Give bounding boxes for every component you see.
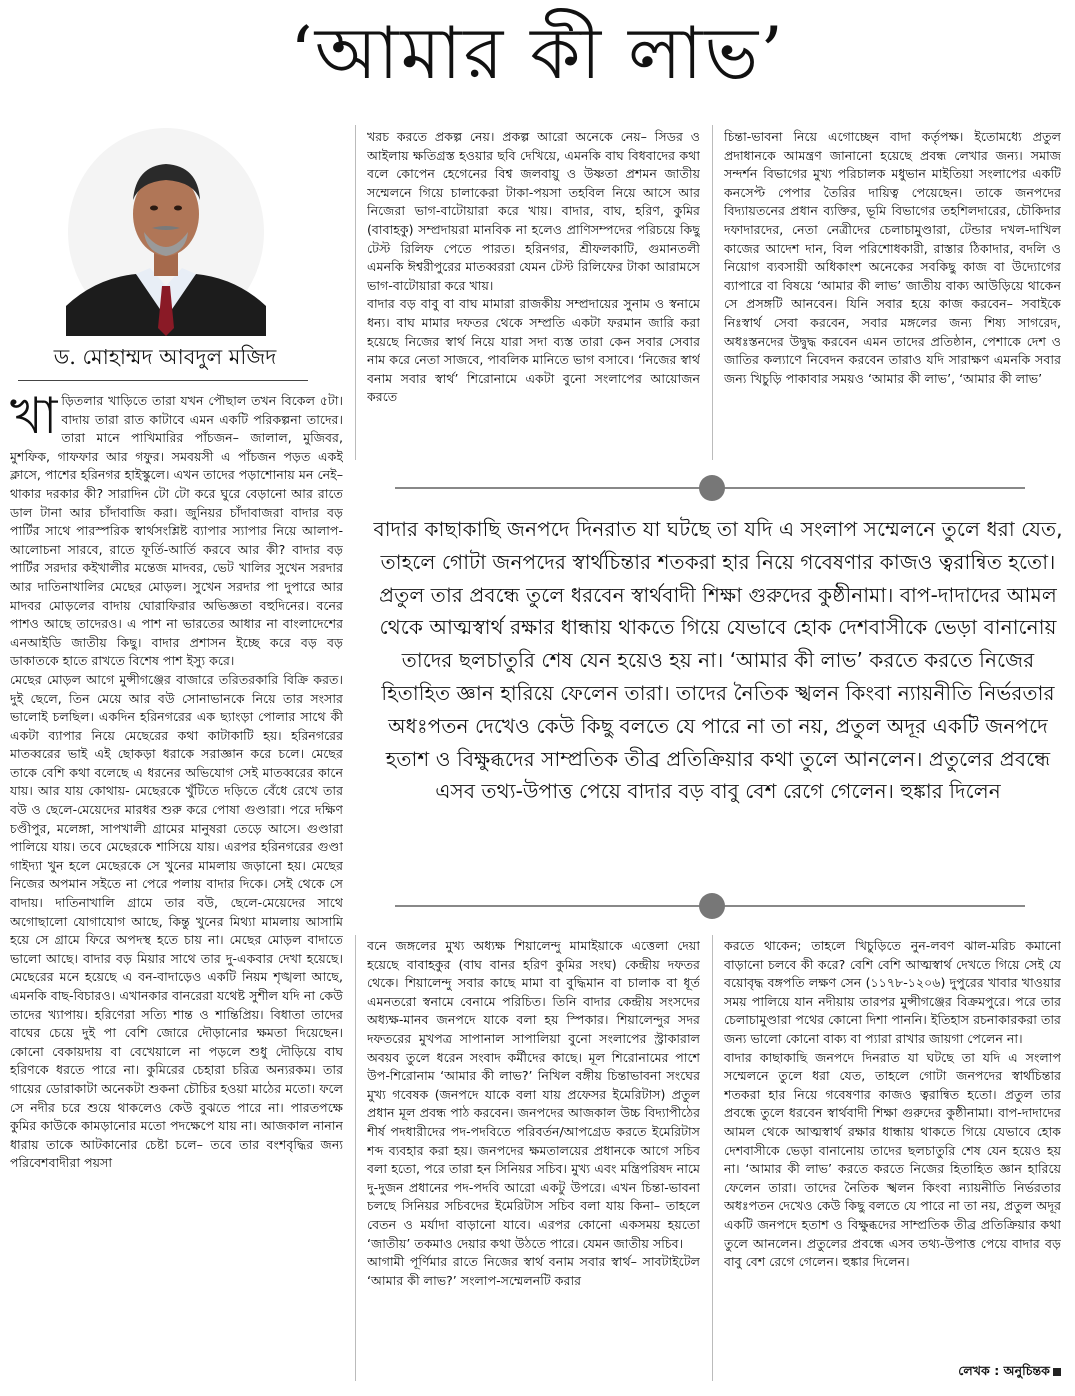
column-divider bbox=[712, 935, 713, 1381]
drop-cap: খা bbox=[10, 392, 58, 445]
author-portrait-illustration bbox=[66, 128, 266, 336]
article-column-right-top: চিন্তা-ভাবনা নিয়ে এগোচ্ছেন বাদা কর্তৃপক্ষ। ইতোমধ্যে প্রতুল প্রদাধানকে আমন্ত্রণ জানানো হয়েছে প্রবন্ধ লেখার জন্য। সমাজ সন্দর্শন বিভাগের মুখ্য পরিচালক মধুভান মাইতিয়া সংলাপের একটি কনসেপ্ট পেপার তৈরির দায়িত্ব পেয়েছেন। তাকে জনপদের বিদ্যায়তনের প্রধান ব্যক্তির, ভূমি বিভাগের তহশিলদারের, চৌকিদার দফাদারদের, নেতা নেত্রীদের চেলাচামুণ্ডারা, টেন্ডার দখল-দাখিল কাজের আদেশ দান, বিল পরিশোধকারী, রাস্তার ঠিকাদার, বদলি ও নিয়োগ ব্যবসায়ী অধিকাংশ অনেকের সবকিছু কাজ বা উদ্যোগের ব্যাপারে বা বিষয়ে ‘আমার কী লাভ’ জাতীয় বাক্য আউড়িয়ে থাকেন সে প্রসঙ্গটি আনবেন। যিনি সবার হয়ে কাজ করবেন– সবাইকে নিঃস্বার্থ সেবা করবেন, সবার মঙ্গলের জন্য শিষ্য সাগরেদ, অধঃস্তনদের উদ্বুদ্ধ করবেন এমন তাদের প্রতিষ্ঠান, পেশাকে দেশ ও জাতির কল্যাণে নিবেদন করবেন তারাও যদি সারাক্ষণ এমনকি সবার জন্য খিচুড়ি পাকাবার সময়ও ‘আমার কী লাভ’, ‘আমার কী লাভ’ bbox=[724, 129, 1061, 386]
column-divider bbox=[355, 125, 356, 460]
headline: ‘আমার কী লাভ’ bbox=[289, 11, 786, 95]
article-column-middle-top: খরচ করতে প্রকল্প নেয়। প্রকল্প আরো অনেকে নেয়– সিডর ও আইলায় ক্ষতিগ্রস্ত হওয়ার ছবি দেখিয়ে, এমনকি বাঘ বিধবাদের কথা বলে কোপেন হেগেনের বিশ্ব জলবায়ু ও উষ্ণতা প্রশমন জাতীয় সম্মেলনে গিয়ে চালাকেরা টাকা-পয়সা তহবিল নিয়ে আসে আর নিজেরা ভাগ-বাটোয়ারা করে খায়। বাদার, বাঘ, হরিণ, কুমির (বাবাহকু) সম্প্রদায়রা মানবিক না হলেও প্রাণিসম্পদের পরিচয়ে কিছু টেস্ট রিলিফ পেতে পারত। হরিনগর, শ্রীফলকাটি, গুমানতলী এমনকি ঈশ্বরীপুরের মাতব্বররা যেমন টেস্ট রিলিফের টাকা আরামসে ভাগ-বাটোয়ারা করে খায়। বাদার বড় বাবু বা বাঘ মামারা রাজকীয় সম্প্রদায়ের সুনাম ও স্বনামে ধন্য। বাঘ মামার দফতর থেকে সম্প্রতি একটা ফরমান জারি করা হয়েছে নিজের স্বার্থ নিয়ে যারা সদা ব্যস্ত তারা কেন সবার সেবার নাম করে নেতা সাজবে, পাবলিক মানিতে ভাগ বসাবে। ‘নিজের স্বার্থ বনাম সবার স্বার্থ’ শিরোনামে একটা বুনো সংলাপের আয়োজন করতে bbox=[367, 129, 700, 405]
end-mark-icon bbox=[1053, 1368, 1061, 1376]
author-name: ড. মোহাম্মদ আবদুল মজিদ bbox=[53, 345, 277, 369]
column-divider bbox=[712, 125, 713, 460]
pull-quote-dot-top bbox=[699, 475, 725, 501]
pull-quote-dot-bottom bbox=[699, 893, 725, 919]
article-column-middle-bottom: বনে জঙ্গলের মুখ্য অধ্যক্ষ শিয়ালেন্দু মামাইয়াকে এত্তেলা দেয়া হয়েছে বাবাহকুর (বাঘ বানর হরিণ কুমির সংঘ) কেন্দ্রীয় দফতর থেকে। শিয়ালেন্দু সবার কাছে মামা বা বুদ্ধিমান বা চালাক বা ধূর্ত এমনতরো স্বনামে বেনামে পরিচিত। তিনি বাদার কেন্দ্রীয় সংসদের অধ্যক্ষ-মানব জনপদে যাকে বলা হয় স্পিকার। শিয়ালেন্দুর সদর দফতরের মুখপত্র সাপানাল সাপালিয়া বুনো সংলাপের স্ট্রাকারাল অবয়ব তুলে ধরেন সংবাদ কর্মীদের কাছে। মূল শিরোনামের পাশে উপ-শিরোনাম ‘আমার কী লাভ?’ নিখিল বঙ্গীয় চিন্তাভাবনা সংঘের মুখ্য গবেষক (জনপদে যাকে বলা যায় প্রফেসর ইমেরিটাস) প্রতুল প্রধান মূল প্রবন্ধ পাঠ করবেন। জনপদের আজকাল উচ্চ বিদ্যাপীঠের শীর্ষ পদধারীদের পদ-পদবিতে পরিবর্তন/আপগ্রেড করতে ইমেরিটাস শব্দ ব্যবহার করা হয়। জনপদের ক্ষমতালয়ের প্রধানকে আগে সচিব বলা হতো, পরে তারা হন সিনিয়র সচিব। মুখ্য এবং মন্ত্রিপরিষদ নামে দু-দুজন প্রধানের পদ-পদবি আরো একটু উপরে। এখন চিন্তা-ভাবনা চলছে সিনিয়র সচিবদের ইমেরিটাস সচিব বলা যায় কিনা– তাহলে বেতন ও মর্যাদা বাড়ানো যাবে। এরপর কোনো একসময় হয়তো ‘জাতীয়’ তকমাও দেয়ার কথা উঠতে পারে। যেমন জাতীয় সচিব। আগামী পূর্ণিমার রাতে নিজের স্বার্থ বনাম সবার স্বার্থ– সাবটাইটেল ‘আমার কী লাভ?’ সংলাপ-সম্মেলনটি করার bbox=[367, 938, 700, 1288]
byline-text: লেখক : অনুচিন্তক bbox=[958, 1363, 1050, 1378]
pull-quote: বাদার কাছাকাছি জনপদে দিনরাত যা ঘটছে তা যদি এ সংলাপ সম্মেলনে তুলে ধরা যেত, তাহলে গোটা জনপদের স্বার্থচিন্তার শতকরা হার নিয়ে গবেষণার কাজও ত্বরান্বিত হতো। প্রতুল তার প্রবন্ধে তুলে ধরবেন স্বার্থবাদী শিক্ষা গুরুদের কুষ্ঠীনামা। বাপ-দাদাদের আমল থেকে আত্মস্বার্থ রক্ষার ধান্ধায় থাকতে গিয়ে যেভাবে হোক দেশবাসীকে ভেড়া বানানোয় তাদের ছলচাতুরি শেষ যেন হয়েও হয় না। ‘আমার কী লাভ’ করতে করতে নিজের হিতাহিত জ্ঞান হারিয়ে ফেলেন তারা। তাদের নৈতিক স্খলন কিংবা ন্যায়নীতি নির্ভরতার অধঃপতন দেখেও কেউ কিছু বলতে যে পারে না তা নয়, প্রতুল অদূর একটি জনপদে হতাশ ও বিক্ষুব্ধদের সাম্প্রতিক তীব্র প্রতিক্রিয়ার কথা তুলে আনলেন। প্রতুলের প্রবন্ধে এসব তথ্য-উপাত্ত পেয়ে বাদার বড় বাবু বেশ রেগে গেলেন। হুঙ্কার দিলেন bbox=[373, 517, 1063, 804]
author-divider bbox=[18, 380, 308, 381]
byline bbox=[724, 1362, 1061, 1381]
column-divider bbox=[355, 935, 356, 1381]
article-text: ড়িতলার খাড়িতে তারা যখন পৌছাল তখন বিকেল ৫টা। বাদায় তারা রাত কাটাবে এমন একটি পরিকল্পনা তাদের। তারা মানে পাখিমারির পাঁচজন– জালাল, মুজিবর, মুশফিক, গাফফার আর গফুর। সমবয়সী এ পাঁচজন পড়ত একই ক্লাসে, পাশের হরিনগর হাইস্কুলে। এখন তাদের পড়াশোনায় মন নেই– থাকার দরকার কী? সারাদিন টো টো করে ঘুরে বেড়ানো আর রাতে ডাল টানা আর চাঁদাবাজি করা। জুনিয়র চাঁদাবাজরা বাদার বড় পার্টির সাথে পারস্পরিক স্বার্থসংশ্লিষ্ট ব্যাপার স্যাপার নিয়ে আলাপ-আলোচনা সারবে, রাতে ফূর্তি-আর্তি করবে আর কী? বাদার বড় পার্টির সরদার কইখালীর মন্তেজ মাদবর, ভেট খালির সুখেন সরদার আর দাতিনাখালির মেছের মোড়ল। সুখেন সরদার পা দুপারে আর মাদবর মোড়লের বাদায় ঘোরাফিরার অভিজ্ঞতা বহুদিনের। বনের পাশও আছে তাদেরও। এ পাশ না ভারতের আধার না বাংলাদেশের এনআইডি জাতীয় কিছু। বাদার প্রশাসন ইচ্ছে করে বড় বড় ডাকাতকে হাতে রাখতে বিশেষ পাশ ইস্যু করে। মেছের মোড়ল আগে মুন্সীগঞ্জের বাজারে তরিতরকারি বিক্রি করত। দুই ছেলে, তিন মেয়ে আর বউ সোনাভানকে নিয়ে তার সংসার ভালোই চলছিল। একদিন হরিনগরের এক ছ্যাংড়া পোলার সাথে কী একটা ব্যাপার নিয়ে মেছেরের কথা কাটাকাটি হয়। হরিনগরের মাতব্বরের ভাই এই ছোকড়া ধরাকে সরাজ্ঞান করে চলে। মেছের তাকে বেশি কথা বলেছে এ ধরনের অভিযোগ সেই মাতব্বরের কানে যায়। আর যায় কোথায়- মেছেরকে খুঁটিতে দড়িতে বেঁধে রেখে তার বউ ও ছেলে-মেয়েদের মারধর শুরু করে পোষা গুণ্ডারা। পরে দক্ষিণ চণ্ডীপুর, মলেঙ্গা, সাপখালী গ্রামের মানুষরা তেড়ে আসে। গুণ্ডারা পালিয়ে যায়। তবে মেছেরকে শাসিয়ে যায়। এরপর হরিনগরের গুণ্ডা গাইদ্যা খুন হলে মেছেরকে সে খুনের মামলায় জড়ানো হয়। মেছের নিজের অপমান সইতে না পেরে পলায় বাদার দিকে। সেই থেকে সে বাদায়। দাতিনাখালি গ্রামে তার বউ, ছেলে-মেয়েদের সাথে অগোছালো যোগাযোগ আছে, কিন্তু খুনের মিথ্যা মামলায় আসামি হয়ে সে গ্রামে ফিরে অপদস্থ হতে চায় না। মেছের মোড়ল বাদাতে ভালো আছে। বাদার বড় মিয়ার সাথে তার দু-একবার দেখা হয়েছে। মেছেরের মনে হয়েছে এ বন-বাদাড়েও একটি নিয়ম শৃঙ্খলা আছে, এমনকি বাছ-বিচারও। এখানকার বানরেরা যথেষ্ট সুশীল যদি না কেউ তাদের খ্যাপায়। হরিণেরা সত্যি শান্ত ও শান্তিপ্রিয়। বিধাতা তাদের বাঘের চেয়ে দুই পা বেশি জোরে দৌড়ানোর ক্ষমতা দিয়েছেন। কোনো বেকায়দায় বা বেখেয়ালে না পড়লে শুধু দৌড়িয়ে বাঘ হরিণকে ধরতে পারে না। কুমিরের চেহারা চরিত্র অন্যরকম। তার গায়ের ডোরাকাটা অনেকটা শুকনা চৌচির হওয়া মাঠের মতো। ফলে সে নদীর চরে শুয়ে থাকলেও কেউ বুঝতে পারে না। পারতপক্ষে কুমির কাউকে কামড়ানোর মতো পদক্ষেপে যায় না। আজকাল নানান ধারায় তাকে আটকানোর চেষ্টা চলে– তবে তার বংশবৃদ্ধির জন্য পরিবেশবাদীরা পয়সা bbox=[10, 393, 343, 1171]
article-column-right-bottom: করতে থাকেন; তাহলে খিচুড়িতে নুন-লবণ ঝাল-মরিচ কমানো বাড়ানো চলবে কী করে? বেশি বেশি আত্মস্বার্থ দেখতে গিয়ে সেই যে বয়োবৃদ্ধ বঙ্গপতি লক্ষণ সেন (১১৭৮-১২০৬) দুপুরের খাবার খাওয়ার সময় পালিয়ে যান নদীয়ায় তারপর মুন্সীগঞ্জের বিক্রমপুরে। পরে তার চেলাচামুণ্ডারা পথের কোনো দিশা পাননি। ইতিহাস রচনাকারকরা তার জন্য ভালো কোনো বাক্য বা প্যারা রাখার জায়গা পেলেন না। বাদার কাছাকাছি জনপদে দিনরাত যা ঘটছে তা যদি এ সংলাপ সম্মেলনে তুলে ধরা যেত, তাহলে গোটা জনপদের স্বার্থচিন্তার শতকরা হার নিয়ে গবেষণার কাজও ত্বরান্বিত হতো। প্রতুল তার প্রবন্ধে তুলে ধরবেন স্বার্থবাদী শিক্ষা গুরুদের কুষ্ঠীনামা। বাপ-দাদাদের আমল থেকে আত্মস্বার্থ রক্ষার ধান্ধায় থাকতে গিয়ে যেভাবে হোক দেশবাসীকে ভেড়া বানানোয় তাদের ছলচাতুরি শেষ যেন হয়েও হয় না। ‘আমার কী লাভ’ করতে করতে নিজের হিতাহিত জ্ঞান হারিয়ে ফেলেন তারা। তাদের নৈতিক স্খলন কিংবা ন্যায়নীতি নির্ভরতার অধঃপতন দেখেও কেউ কিছু বলতে যে পারে না তা নয়, প্রতুল অদূর একটি জনপদে হতাশ ও বিক্ষুব্ধদের সাম্প্রতিক তীব্র প্রতিক্রিয়ার কথা তুলে আনলেন। প্রতুলের প্রবন্ধে এসব তথ্য-উপাত্ত পেয়ে বাদার বড় বাবু বেশ রেগে গেলেন। হুঙ্কার দিলেন। bbox=[724, 938, 1061, 1270]
article-column-left bbox=[10, 392, 343, 1386]
author-photo bbox=[66, 128, 266, 336]
